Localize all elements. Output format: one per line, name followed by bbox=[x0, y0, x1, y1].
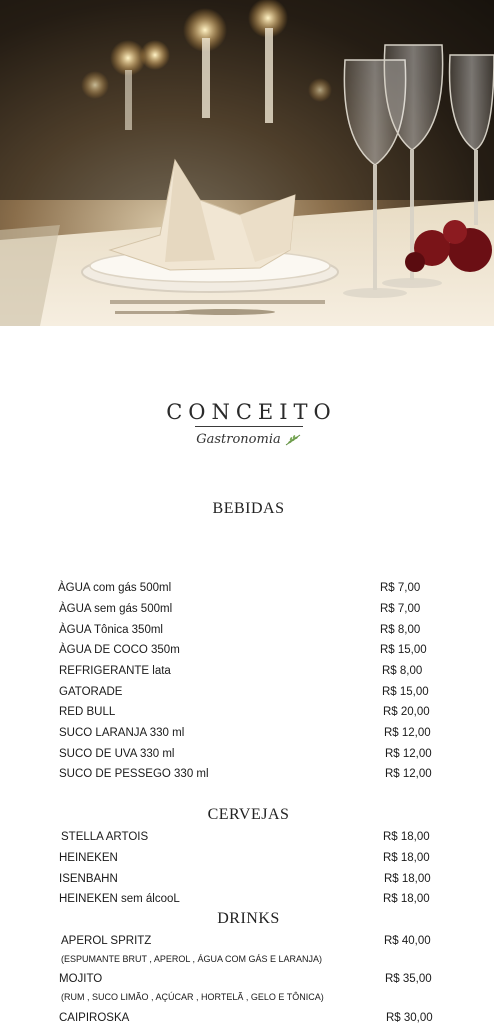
menu-item-name: HEINEKEN bbox=[59, 852, 118, 864]
menu-item-name: SUCO DE UVA 330 ml bbox=[59, 748, 175, 760]
menu-item-name: SUCO LARANJA 330 ml bbox=[59, 727, 185, 739]
menu-item-price: R$ 20,00 bbox=[383, 706, 430, 718]
menu-item-name: ISENBAHN bbox=[59, 873, 118, 885]
brand-logo bbox=[0, 400, 497, 448]
menu-item-name: HEINEKEN sem álcooL bbox=[59, 893, 180, 905]
menu-item-name: ÀGUA com gás 500ml bbox=[58, 582, 172, 594]
menu-item-name: STELLA ARTOIS bbox=[61, 831, 149, 843]
brand-name: CONCEITO bbox=[166, 400, 337, 424]
menu-item-description: (ESPUMANTE BRUT , APEROL , ÁGUA COM GÁS E LARANJA) bbox=[61, 954, 323, 964]
menu-item-price: R$ 18,00 bbox=[383, 893, 430, 905]
menu-item-price: R$ 40,00 bbox=[384, 935, 431, 947]
menu-item-price: R$ 8,00 bbox=[380, 624, 421, 636]
menu-item-price: R$ 8,00 bbox=[382, 665, 423, 677]
menu-item-name: SUCO DE PESSEGO 330 ml bbox=[59, 768, 209, 780]
menu-item-price: R$ 12,00 bbox=[385, 768, 432, 780]
menu-item-name: CAIPIROSKA bbox=[59, 1012, 130, 1024]
menu-item-name: MOJITO bbox=[59, 973, 103, 985]
menu-item-name: GATORADE bbox=[59, 686, 123, 698]
menu-item-name: APEROL SPRITZ bbox=[61, 935, 152, 947]
menu-item-price: R$ 12,00 bbox=[385, 748, 432, 760]
menu-item-price: R$ 15,00 bbox=[380, 644, 427, 656]
brand-tagline: Gastronomia bbox=[196, 432, 281, 447]
menu-item-price: R$ 7,00 bbox=[380, 603, 421, 615]
menu-item-name: REFRIGERANTE lata bbox=[59, 665, 171, 677]
menu-item-price: R$ 18,00 bbox=[383, 831, 430, 843]
menu-item-price: R$ 35,00 bbox=[385, 973, 432, 985]
menu-item-price: R$ 7,00 bbox=[380, 582, 421, 594]
menu-item-name: ÀGUA sem gás 500ml bbox=[59, 603, 173, 615]
section-title-cervejas: CERVEJAS bbox=[207, 806, 290, 823]
menu-item-price: R$ 12,00 bbox=[384, 727, 431, 739]
logo-divider bbox=[195, 426, 303, 427]
table-setting-illustration bbox=[0, 0, 494, 326]
menu-item-name: ÀGUA Tônica 350ml bbox=[59, 624, 163, 636]
section-title-bebidas: BEBIDAS bbox=[212, 500, 285, 517]
menu-item-price: R$ 15,00 bbox=[382, 686, 429, 698]
hero-photo bbox=[0, 0, 494, 326]
menu-item-price: R$ 30,00 bbox=[386, 1012, 433, 1024]
menu-item-price: R$ 18,00 bbox=[383, 852, 430, 864]
menu-item-name: ÀGUA DE COCO 350m bbox=[59, 644, 180, 656]
menu-item-description: (RUM , SUCO LIMÃO , AÇÚCAR , HORTELÃ , GELO E TÔNICA) bbox=[61, 992, 324, 1002]
leaf-icon bbox=[285, 434, 301, 446]
menu-item-name: RED BULL bbox=[59, 706, 116, 718]
section-title-drinks: DRINKS bbox=[217, 910, 280, 927]
menu-item-price: R$ 18,00 bbox=[384, 873, 431, 885]
